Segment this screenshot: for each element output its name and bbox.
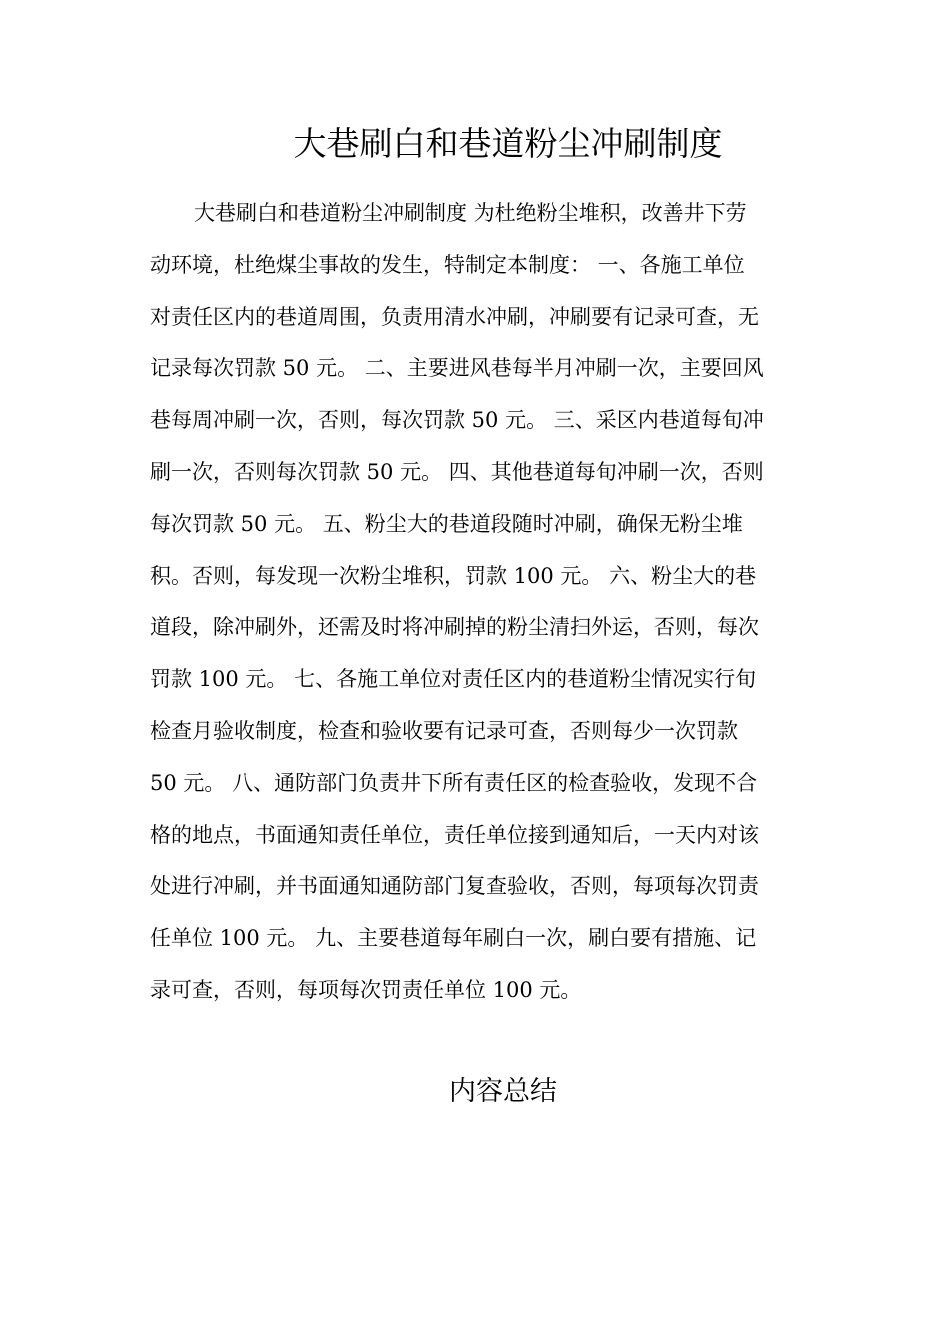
summary-heading: 内容总结 xyxy=(449,1076,557,1107)
body-line: 动环境，杜绝煤尘事故的发生，特制定本制度： 一、各施工单位 xyxy=(150,252,745,277)
body-line: 积。否则，每发现一次粉尘堆积，罚款 100 元。 六、粉尘大的巷 xyxy=(150,563,757,588)
document-body xyxy=(150,188,802,1017)
body-line: 巷每周冲刷一次，否则，每次罚款 50 元。 三、采区内巷道每旬冲 xyxy=(150,408,764,433)
body-line: 任单位 100 元。 九、主要巷道每年刷白一次，刷白要有措施、记 xyxy=(150,926,757,951)
body-line: 每次罚款 50 元。 五、粉尘大的巷道段随时冲刷，确保无粉尘堆 xyxy=(150,511,743,536)
body-line: 刷一次，否则每次罚款 50 元。 四、其他巷道每旬冲刷一次，否则 xyxy=(150,459,764,484)
body-line: 记录每次罚款 50 元。 二、主要进风巷每半月冲刷一次，主要回风 xyxy=(150,356,764,381)
body-line: 格的地点，书面通知责任单位，责任单位接到通知后，一天内对该 xyxy=(150,822,759,847)
body-line: 录可查，否则，每项每次罚责任单位 100 元。 xyxy=(150,977,582,1002)
body-line: 对责任区内的巷道周围，负责用清水冲刷，冲刷要有记录可查，无 xyxy=(150,304,759,329)
body-line: 处进行冲刷，并书面通知通防部门复查验收，否则，每项每次罚责 xyxy=(150,874,759,899)
body-line: 50 元。 八、通防部门负责井下所有责任区的检查验收，发现不合 xyxy=(150,770,758,795)
body-line: 罚款 100 元。 七、各施工单位对责任区内的巷道粉尘情况实行旬 xyxy=(150,667,757,692)
body-line: 检查月验收制度，检查和验收要有记录可查，否则每少一次罚款 xyxy=(150,718,738,743)
body-line: 道段，除冲刷外，还需及时将冲刷掉的粉尘清扫外运，否则，每次 xyxy=(150,615,759,640)
document-title: 大巷刷白和巷道粉尘冲刷制度 xyxy=(293,124,723,163)
body-line: 大巷刷白和巷道粉尘冲刷制度 为杜绝粉尘堆积，改善井下劳 xyxy=(194,201,747,225)
